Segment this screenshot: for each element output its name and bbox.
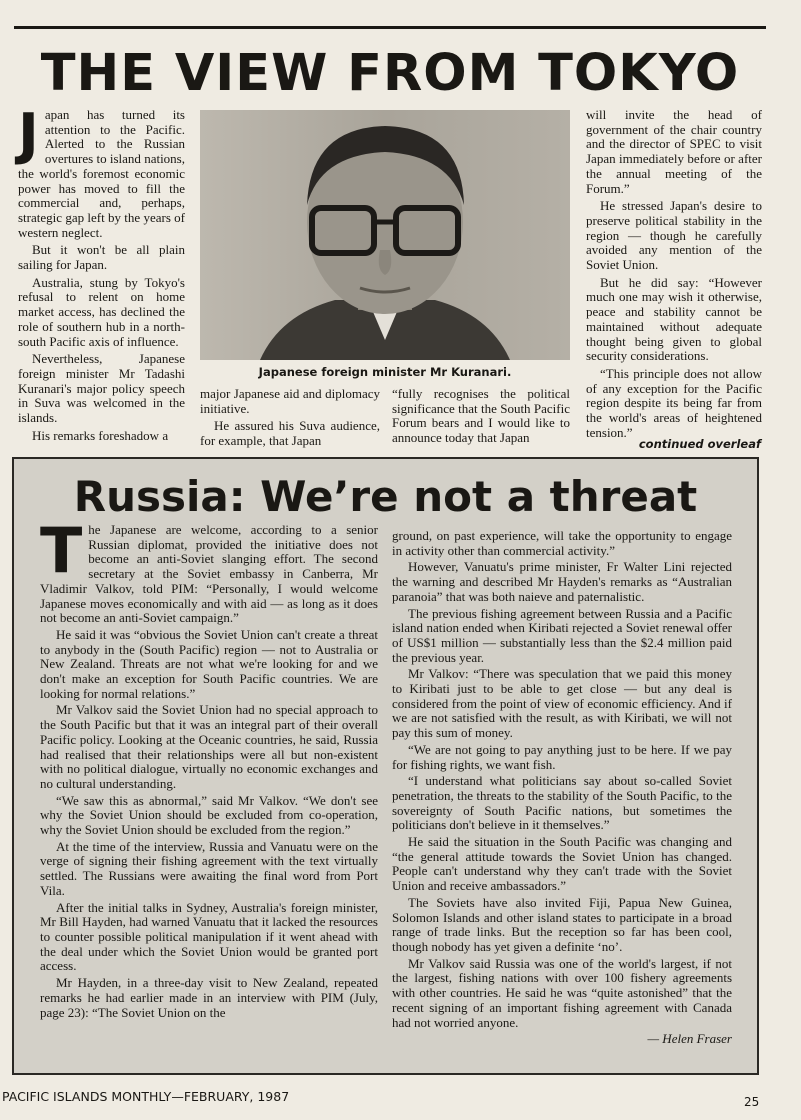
top-rule: [14, 26, 766, 29]
sidebar-paragraph: “We saw this as abnormal,” said Mr Valkov. “We don't see why the Soviet Union should be excluded from co-operation, why the Soviet Union should be excluded from the region.”: [40, 792, 378, 838]
article-paragraph: He assured his Suva audience, for example, that Japan: [200, 418, 380, 449]
sidebar-paragraph: The Soviets have also invited Fiji, Papua New Guinea, Solomon Islands and other island states to participate in a broad range of trade links. But the reception so far has been cool, though nobody has yet given a definite ‘no’.: [392, 894, 732, 954]
headline: THE VIEW FROM TOKYO: [40, 44, 740, 103]
portrait-image: [200, 110, 570, 360]
sidebar-box: [12, 457, 759, 1075]
sidebar-paragraph: Mr Valkov said the Soviet Union had no special approach to the South Pacific but that it was an integral part of their overall Pacific policy. Looking at the Oceanic countries, he said, Russia had realised that their relationships were all but non-existent with no political dialogue, virtually no economic exchanges and no cultural understanding.: [40, 702, 378, 791]
sidebar-paragraph: Mr Valkov said Russia was one of the world's largest, if not the largest, fishing nations with over 100 fishery agreements with other countries. He said he was “quite astonished” that the recent signing of an important fishing agreement with Canada had not worried anyone.: [392, 955, 732, 1030]
sidebar-column-left: [40, 514, 378, 1022]
sidebar-paragraph: “I understand what politicians say about so-called Soviet penetration, the threats to the stability of the South Pacific, to the sovereignty of South Pacific nations, but sometimes the politicians don't believe in it themselves.”: [392, 773, 732, 833]
article-column-3: [392, 387, 570, 449]
sidebar-paragraph: Mr Hayden, in a three-day visit to New Zealand, repeated remarks he had earlier made in an interview with PIM (July, page 23): “The Soviet Union on the: [40, 975, 378, 1020]
sidebar-paragraph: The Japanese are welcome, according to a senior Russian diplomat, provided the initiative does not become an anti-Soviet slanging effort. The second secretary at the Soviet embassy in Canberra, Mr Vladimir Valkov, told PIM: “Personally, I would welcome Japanese moves economically and with aid — as long as it does not become an anti-Soviet campaign.”: [40, 514, 378, 626]
sidebar-paragraph: He said it was “obvious the Soviet Union can't create a threat to anybody in the (South Pacific) region — not to Australia or New Zealand. Threats are not what we're looking for and we don't make an exception for South Pacific countries. We are looking for normal relations.”: [40, 626, 378, 701]
article-paragraph: “fully recognises the political significance that the South Pacific Forum bears and I would like to announce today that Japan: [392, 386, 570, 446]
sidebar-column-right: [392, 529, 732, 1049]
publication-footer: PACIFIC ISLANDS MONTHLY—FEBRUARY, 1987: [2, 1089, 290, 1104]
sidebar-title: Russia: We’re not a threat: [73, 472, 698, 521]
sidebar-dropcap: T: [40, 514, 83, 587]
sidebar-paragraph: At the time of the interview, Russia and Vanuatu were on the verge of signing their fishing agreement with the text virtually settled. The Russians were awaiting the final word from Port Vila.: [40, 838, 378, 898]
article-paragraph: Nevertheless, Japanese foreign minister Mr Tadashi Kuranari's major policy speech in Suva was welcomed in the islands.: [18, 351, 185, 426]
sidebar-paragraph: However, Vanuatu's prime minister, Fr Walter Lini rejected the warning and described Mr Hayden's remarks as “Australian paranoia” that was both naieve and paternalistic.: [392, 559, 732, 604]
article-column-4: [586, 108, 762, 443]
sidebar-paragraph: Mr Valkov: “There was speculation that we paid this money to Kiribati just to be able to get close — but any deal is considered from the point of view of economic efficiency. And if we are not satisfied with the result, as with Kiribati, we will not pay this sum of money.: [392, 666, 732, 741]
article-paragraph: will invite the head of government of the chair country and the director of SPEC to visit Japan immediately before or after the annual meeting of the Forum.”: [586, 107, 762, 196]
sidebar-paragraph: ground, on past experience, will take the opportunity to engage in activity other than commercial activity.”: [392, 528, 732, 558]
portrait-photo: [200, 110, 570, 360]
article-column-2: [200, 387, 380, 452]
article-paragraph: But he did say: “However much one may wish it otherwise, peace and stability cannot be maintained without adequate thought being given to global security considerations.: [586, 274, 762, 364]
article-paragraph: But it won't be all plain sailing for Japan.: [18, 242, 185, 273]
article-column-1: [18, 102, 185, 446]
byline: — Helen Fraser: [647, 1031, 732, 1047]
sidebar-paragraph: After the initial talks in Sydney, Australia's foreign minister, Mr Bill Hayden, had warned Vanuatu that it lacked the resources to counter possible political manipulation if it went ahead with the deal under which the Soviet Union would be granted port access.: [40, 899, 378, 974]
photo-caption: Japanese foreign minister Mr Kuranari.: [258, 365, 512, 379]
article-paragraph: Japan has turned its attention to the Pacific. Alerted to the Russian overtures to island nations, the world's foremost economic power has moved to fill the commercial and, perhaps, strategic gap left by the years of western neglect.: [18, 102, 185, 240]
sidebar-paragraph: “We are not going to pay anything just to be here. If we pay for fishing rights, we want fish.: [392, 741, 732, 772]
article-paragraph: He stressed Japan's desire to preserve political stability in the region — though he carefully avoided any mention of the Soviet Union.: [586, 198, 762, 273]
continued-note: continued overleaf: [638, 437, 761, 451]
dropcap: J: [18, 102, 39, 167]
article-paragraph: His remarks foreshadow a: [32, 427, 169, 443]
sidebar-paragraph: He said the situation in the South Pacific was changing and “the general attitude towards the Soviet Union has changed. People can't understand why they can't trade with the Soviet Union and receive ambassadors.”: [392, 834, 732, 894]
sidebar-paragraph: The previous fishing agreement between Russia and a Pacific island nation ended when Kiribati rejected a Soviet renewal offer of US$1 million — substantially less than the $2.4 million paid the previous year.: [392, 605, 732, 665]
article-paragraph: “This principle does not allow of any exception for the Pacific region despite its being far from the world's areas of heightened tension.”: [586, 365, 762, 440]
article-paragraph: major Japanese aid and diplomacy initiative.: [200, 386, 380, 416]
page-number: 25: [744, 1095, 760, 1109]
article-paragraph: Australia, stung by Tokyo's refusal to relent on home market access, has declined the role of southern hub in a north-south Pacific axis of influence.: [18, 274, 185, 349]
